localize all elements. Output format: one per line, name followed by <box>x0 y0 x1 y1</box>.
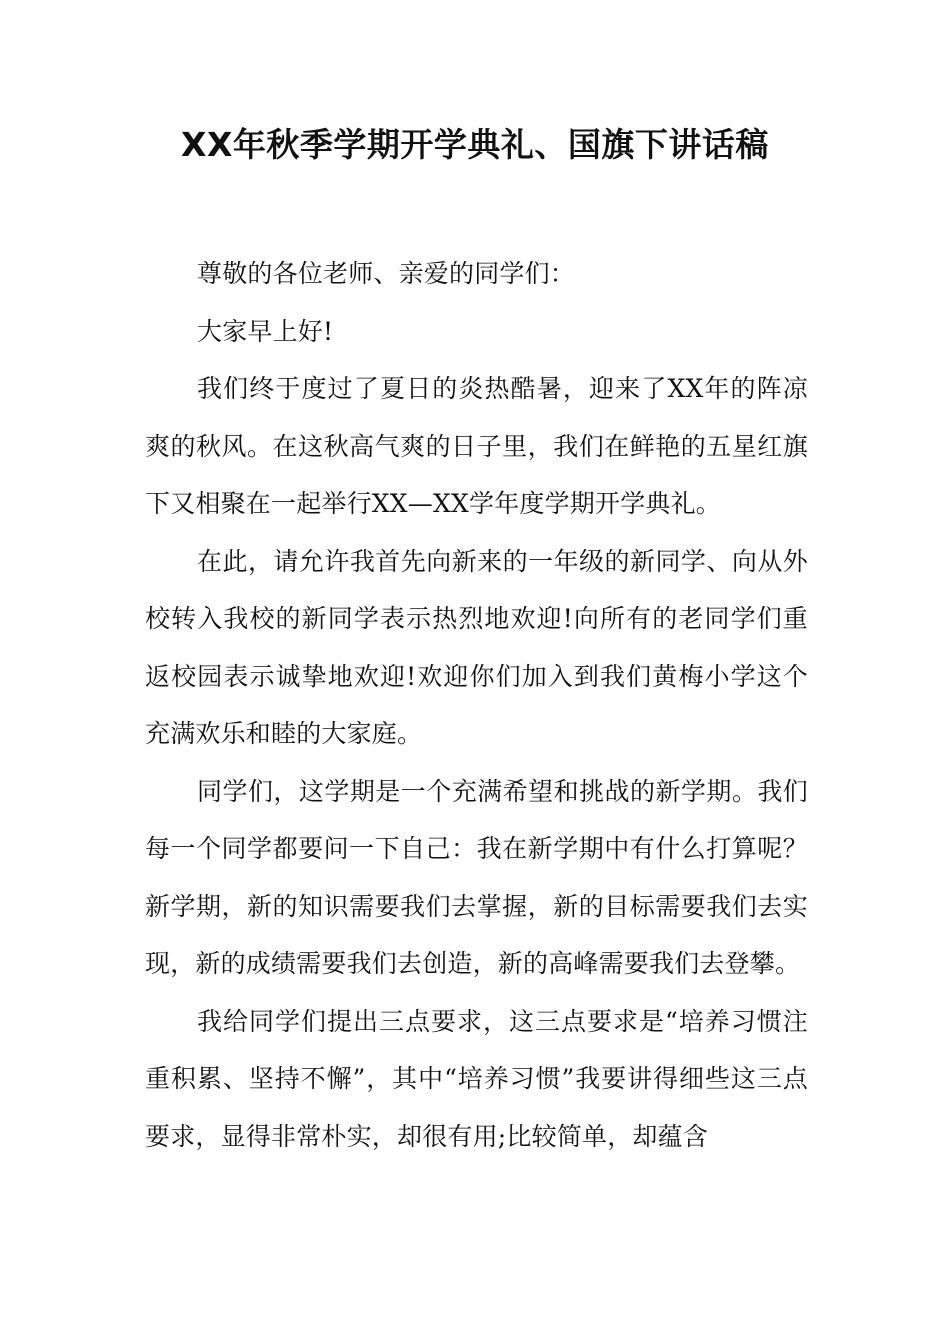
paragraph: 我给同学们提出三点要求，这三点要求是“培养习惯注重积累、坚持不懈”，其中“培养习惯”我要讲得细些这三点要求，显得非常朴实，却很有用;比较简单，却蕴含 <box>145 1006 808 1151</box>
paragraph: 在此，请允许我首先向新来的一年级的新同学、向从外校转入我校的新同学表示热烈地欢迎!向所有的老同学们重返校园表示诚挚地欢迎!欢迎你们加入到我们黄梅小学这个充满欢乐和睦的大家庭。 <box>145 546 808 748</box>
paragraph: 同学们，这学期是一个充满希望和挑战的新学期。我们每一个同学都要问一下自己：我在新学期中有什么打算呢？新学期，新的知识需要我们去掌握，新的目标需要我们去实现，新的成绩需要我们去创造，新的高峰需要我们去登攀。 <box>145 776 808 978</box>
paragraph: 我们终于度过了夏日的炎热酷暑，迎来了XX年的阵凉爽的秋风。在这秋高气爽的日子里，我们在鲜艳的五星红旗下又相聚在一起举行XX—XX学年度学期开学典礼。 <box>145 374 808 518</box>
paragraph-salutation: 尊敬的各位老师、亲爱的同学们： <box>197 259 576 288</box>
paragraph-greeting: 大家早上好! <box>197 316 334 346</box>
document-body <box>145 245 808 1165</box>
document-title: XX年秋季学期开学典礼、国旗下讲话稿 <box>181 125 769 164</box>
